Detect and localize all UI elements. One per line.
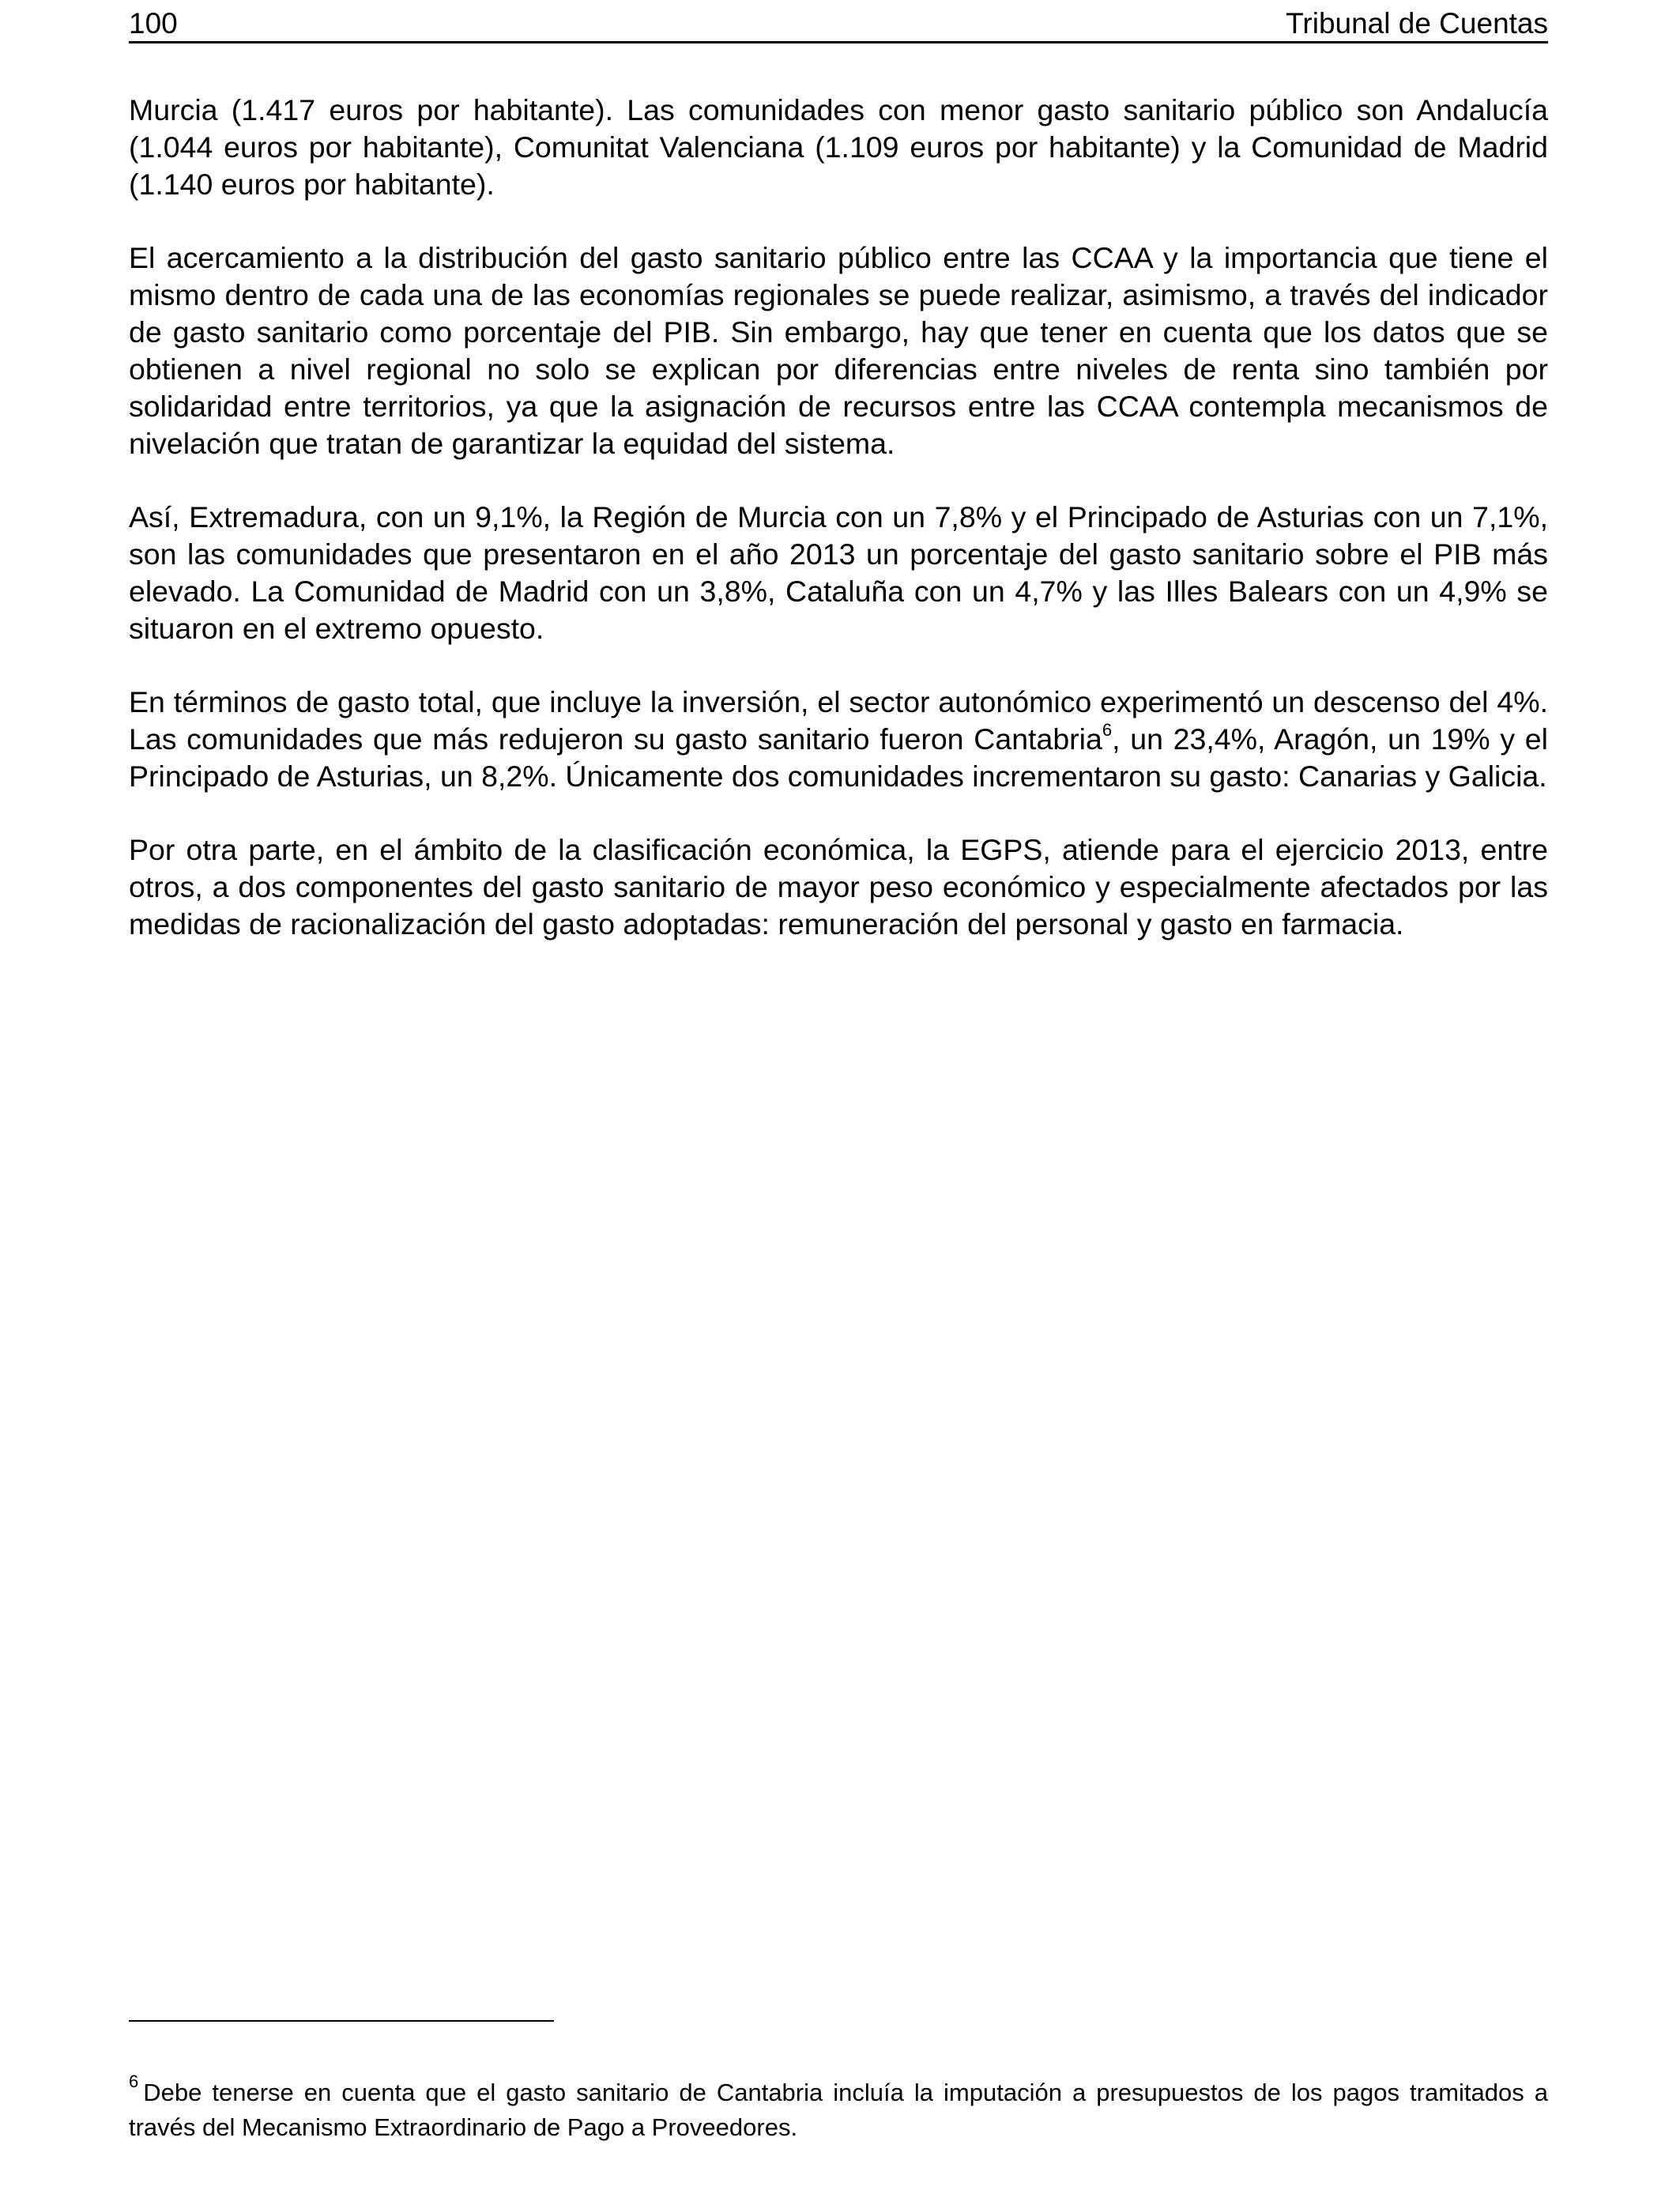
body-text bbox=[129, 92, 1548, 979]
paragraph-1: Murcia (1.417 euros por habitante). Las comunidades con menor gasto sanitario público son Andalucía (1.044 euros por habitante), Comunitat Valenciana (1.109 euros por habitante) y la Comunidad de Madrid (1.140 euros por habitante). bbox=[129, 93, 1548, 201]
footnote-separator bbox=[129, 2020, 554, 2022]
paragraph-3: Así, Extremadura, con un 9,1%, la Región de Murcia con un 7,8% y el Principado de Asturias con un 7,1%, son las comunidades que presentaron en el año 2013 un porcentaje del gasto sanitario sobre el PIB más elevado. La Comunidad de Madrid con un 3,8%, Cataluña con un 4,7% y las Illes Balears con un 4,9% se situaron en el extremo opuesto. bbox=[129, 500, 1548, 645]
footnote-number: 6 bbox=[129, 2071, 139, 2091]
paragraph-2: El acercamiento a la distribución del gasto sanitario público entre las CCAA y la importancia que tiene el mismo dentro de cada una de las economías regionales se puede realizar, asimismo, a través del indicador de gasto sanitario como porcentaje del PIB. Sin embargo, hay que tener en cuenta que los datos que se obtienen a nivel regional no solo se explican por diferencias entre niveles de renta sino también por solidaridad entre territorios, ya que la asignación de recursos entre las CCAA contempla mecanismos de nivelación que tratan de garantizar la equidad del sistema. bbox=[129, 241, 1548, 460]
paragraph-4 bbox=[129, 684, 1548, 795]
footnote-reference[interactable]: 6 bbox=[1102, 719, 1113, 740]
page-header bbox=[129, 6, 1548, 43]
running-title: Tribunal de Cuentas bbox=[1286, 7, 1548, 40]
footnote-text: Debe tenerse en cuenta que el gasto sanitario de Cantabria incluía la imputación a presupuestos de los pagos tramitados a través del Mecanismo Extraordinario de Pago a Proveedores. bbox=[129, 2079, 1548, 2141]
paragraph-4-text-before: En términos de gasto total, que incluye la inversión, el sector autonómico experimentó un descenso del 4%. Las comunidades que más redujeron su gasto sanitario fueron Cantabria bbox=[129, 685, 1548, 756]
paragraph-4-text-after: , un 23,4%, Aragón, un 19% y el Principado de Asturias, un 8,2%. Únicamente dos comunidades incrementaron su gasto: Canarias y Galicia. bbox=[129, 722, 1548, 793]
paragraph-5: Por otra parte, en el ámbito de la clasificación económica, la EGPS, atiende para el ejercicio 2013, entre otros, a dos componentes del gasto sanitario de mayor peso económico y especialmente afectados por las medidas de racionalización del gasto adoptadas: remuneración del personal y gasto en farmacia. bbox=[129, 833, 1548, 941]
footnote bbox=[129, 2071, 1548, 2145]
page-number: 100 bbox=[129, 7, 178, 40]
